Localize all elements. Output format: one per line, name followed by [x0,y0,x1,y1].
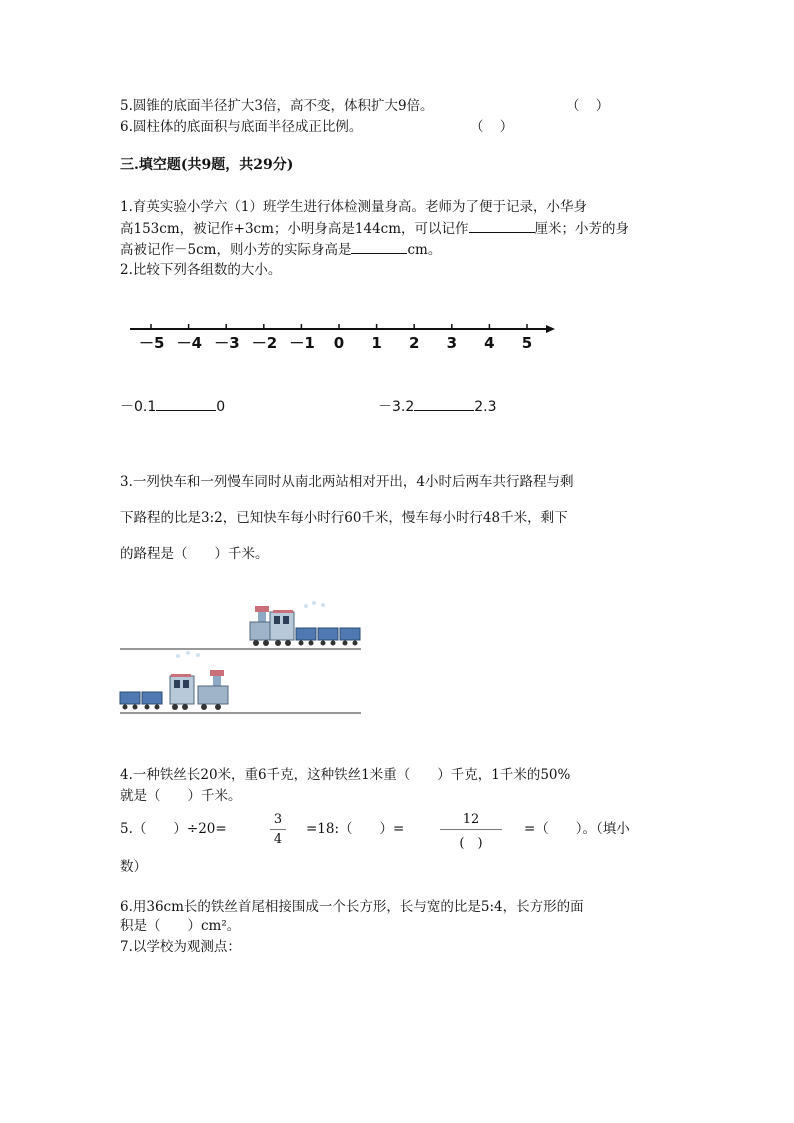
number-line-label: －5 [139,334,165,352]
fill-question-4-line-1: 4.一种铁丝长20米，重6千克，这种铁丝1米重（ ）千克，1千米的50% [120,767,571,783]
fraction-2-bar [440,829,502,830]
fraction-2-numerator: 12 [462,812,480,827]
fraction-12-blank [440,812,502,851]
compare-blank-1[interactable] [156,396,216,411]
fraction-1-bar [270,829,286,830]
fill-question-1-line-1: 1.育英实验小学六（1）班学生进行体检测量身高。老师为了便于记录，小华身 [120,199,587,215]
fill-question-4-line-2: 就是（ ）千米。 [120,788,242,804]
compare-1-left: －0.1 [120,399,157,415]
compare-row-1 [120,396,225,417]
compare-row-2 [378,396,497,417]
fraction-1-numerator: 3 [273,812,283,827]
fill-question-1-line-3 [120,239,441,260]
number-line-label: －3 [214,334,240,352]
number-line-label: 3 [446,334,458,352]
fill-question-5-part-d: 数） [120,859,147,875]
fill-question-5-part-a: 5.（ ）÷20= [120,821,227,837]
fill-question-3-line-2: 下路程的比是3:2，已知快车每小时行60千米，慢车每小时行48千米，剩下 [120,510,568,526]
fill-1-text-b: 厘米；小芳的身 [534,221,630,237]
fill-question-5-part-b: =18:（ ）= [306,821,405,837]
fill-question-7: 7.以学校为观测点： [120,939,241,955]
number-line [0,315,794,375]
judge-question-5 [120,96,434,116]
compare-2-right: 2.3 [474,399,497,415]
fraction-3-4 [270,812,286,847]
number-line-label: 5 [521,334,533,352]
fill-1-text-c: 高被记作－5cm，则小芳的实际身高是 [120,242,352,258]
number-line-label: －2 [251,334,278,352]
number-line-label: 2 [408,334,420,352]
answer-paren-6[interactable]: （ ） [470,119,520,135]
fill-question-1-line-2 [120,218,629,239]
compare-2-left: －3.2 [378,399,415,415]
fill-question-2: 2.比较下列各组数的大小。 [120,262,282,278]
number-line-label: 0 [333,334,345,352]
fill-question-3-line-3: 的路程是（ ）千米。 [120,546,269,562]
fast-train-image [120,601,361,649]
fill-question-6-line-1: 6.用36cm长的铁丝首尾相接围成一个长方形，长与宽的比是5:4，长方形的面 [120,899,584,915]
fill-1-text-a: 高153cm，被记作+3cm；小明身高是144cm，可以记作 [120,221,469,237]
fill-question-3-line-1: 3.一列快车和一列慢车同时从南北两站相对开出，4小时后两车共行路程与剩 [120,474,574,490]
number-line-label: －1 [289,334,315,352]
number-line-label: 1 [371,334,382,352]
fill-question-5-part-c: =（ ）。（填小 [524,821,630,837]
answer-blank-1[interactable] [469,218,535,233]
answer-blank-2[interactable] [351,239,407,254]
number-line-label: －4 [176,334,203,352]
compare-blank-2[interactable] [414,396,474,411]
number-line-label: 4 [484,334,495,352]
compare-1-right: 0 [216,399,226,415]
train-illustration [118,598,378,718]
fill-question-6-line-2: 积是（ ）cm²。 [120,918,241,934]
fraction-2-denominator[interactable]: ( ) [459,836,483,851]
section-title: 三.填空题(共9题，共29分) [120,157,294,173]
judge-question-6-text: 6.圆柱体的底面积与底面半径成正比例。 [120,119,363,135]
judge-question-5-text: 5.圆锥的底面半径扩大3倍，高不变，体积扩大9倍。 [120,98,434,114]
answer-paren-5[interactable]: （ ） [566,98,616,114]
fill-1-text-d: cm。 [407,242,442,258]
slow-train-image [120,651,361,713]
judge-question-6 [120,117,362,137]
fraction-1-denominator: 4 [273,832,283,847]
